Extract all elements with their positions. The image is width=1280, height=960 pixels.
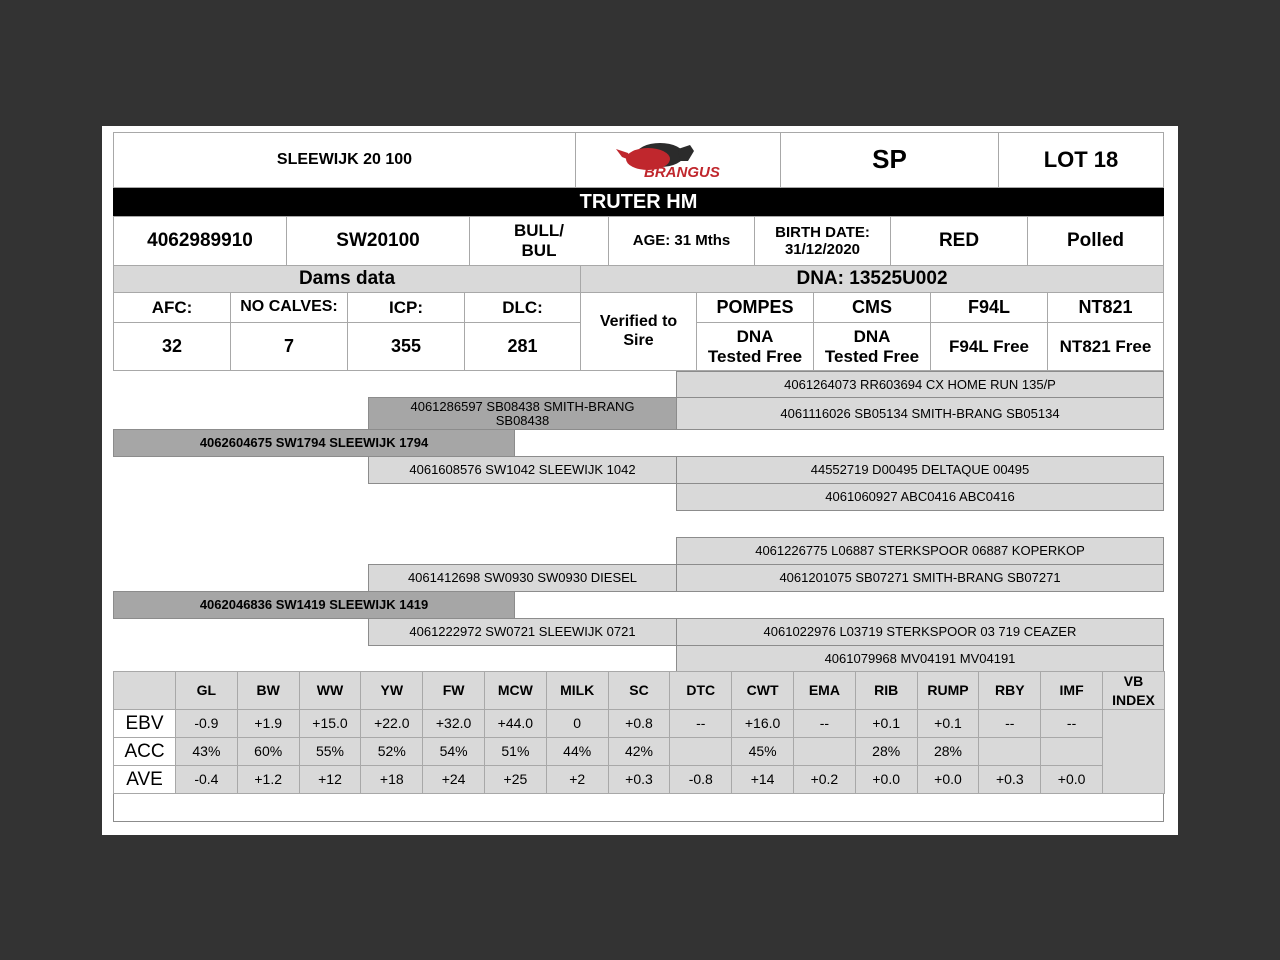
vb-index-value: [1102, 709, 1165, 794]
icp-header: ICP:: [347, 292, 465, 323]
no-calves-header: NO CALVES:: [230, 292, 348, 323]
vb-index-header: VB INDEX: [1102, 671, 1165, 710]
pedigree-dam-dam-dam: 4061079968 MV04191 MV04191: [676, 645, 1164, 672]
horn-status: Polled: [1027, 216, 1164, 266]
ebv-trait-header: WW: [299, 671, 362, 710]
registration-number: 4062989910: [113, 216, 287, 266]
pedigree-sire-dam: 4061608576 SW1042 SLEEWIJK 1042: [368, 456, 677, 484]
ebv-value-cell: --: [669, 709, 732, 738]
pedigree-dam-sire-sire: 4061226775 L06887 STERKSPOOR 06887 KOPERKOP: [676, 537, 1164, 565]
ebv-value-cell: [669, 737, 732, 766]
ebv-value-cell: +32.0: [422, 709, 485, 738]
ebv-value-cell: +44.0: [484, 709, 547, 738]
dlc-header: DLC:: [464, 292, 581, 323]
breeder-name: TRUTER HM: [113, 188, 1164, 216]
logo-text: BRANGUS: [644, 164, 720, 181]
ebv-row-label: AVE: [113, 765, 176, 794]
ebv-value-cell: 28%: [855, 737, 918, 766]
ebv-value-cell: 54%: [422, 737, 485, 766]
ebv-trait-header: RBY: [978, 671, 1041, 710]
ebv-value-cell: --: [978, 709, 1041, 738]
no-calves-value: 7: [230, 322, 348, 371]
ebv-table: [113, 671, 1164, 822]
ebv-value-cell: +1.9: [237, 709, 300, 738]
ebv-value-cell: +0.1: [855, 709, 918, 738]
ebv-value-cell: 28%: [917, 737, 980, 766]
ebv-value-cell: 55%: [299, 737, 362, 766]
animal-name: SLEEWIJK 20 100: [113, 132, 576, 188]
dams-data-title: Dams data: [113, 265, 581, 293]
ebv-value-cell: +0.3: [978, 765, 1041, 794]
animal-lot-card: [102, 126, 1178, 835]
pedigree-dam-dam-sire: 4061022976 L03719 STERKSPOOR 03 719 CEAZER: [676, 618, 1164, 646]
ebv-value-cell: 52%: [360, 737, 423, 766]
icp-value: 355: [347, 322, 465, 371]
ebv-row-label: ACC: [113, 737, 176, 766]
ebv-value-cell: 42%: [608, 737, 671, 766]
ebv-trait-header: MCW: [484, 671, 547, 710]
ebv-value-cell: [978, 737, 1041, 766]
ebv-value-cell: +25: [484, 765, 547, 794]
ebv-trait-header: RUMP: [917, 671, 980, 710]
ebv-value-cell: 0: [546, 709, 609, 738]
brangus-logo: [575, 132, 781, 188]
ebv-value-cell: +0.3: [608, 765, 671, 794]
dna-test-result: DNA Tested Free: [696, 322, 814, 371]
ebv-value-cell: +0.0: [1040, 765, 1103, 794]
ebv-value-cell: --: [793, 709, 856, 738]
ebv-trait-header: YW: [360, 671, 423, 710]
verified-to-sire: Verified to Sire: [580, 292, 697, 371]
ebv-value-cell: 51%: [484, 737, 547, 766]
pedigree-dam-sire-dam: 4061201075 SB07271 SMITH-BRANG SB07271: [676, 564, 1164, 592]
ebv-value-cell: -0.4: [175, 765, 238, 794]
ebv-value-cell: +0.0: [855, 765, 918, 794]
afc-header: AFC:: [113, 292, 231, 323]
dlc-value: 281: [464, 322, 581, 371]
pedigree-sire-sire-dam: 4061116026 SB05134 SMITH-BRANG SB05134: [676, 397, 1164, 430]
pedigree-sire-dam-sire: 44552719 D00495 DELTAQUE 00495: [676, 456, 1164, 484]
ebv-value-cell: +0.1: [917, 709, 980, 738]
dna-test-result: DNA Tested Free: [813, 322, 931, 371]
pedigree-sire: 4062604675 SW1794 SLEEWIJK 1794: [113, 429, 515, 457]
dna-test-name: F94L: [930, 292, 1048, 323]
ebv-value-cell: +14: [731, 765, 794, 794]
pedigree-sire-sire-sire: 4061264073 RR603694 CX HOME RUN 135/P: [676, 371, 1164, 398]
ebv-value-cell: +0.0: [917, 765, 980, 794]
ebv-value-cell: +12: [299, 765, 362, 794]
ebv-value-cell: +2: [546, 765, 609, 794]
pedigree-dam-sire: 4061412698 SW0930 SW0930 DIESEL: [368, 564, 677, 592]
ebv-corner-cell: [113, 671, 176, 710]
pedigree-dam: 4062046836 SW1419 SLEEWIJK 1419: [113, 591, 515, 619]
ebv-value-cell: 43%: [175, 737, 238, 766]
ebv-trait-header: CWT: [731, 671, 794, 710]
ebv-value-cell: [793, 737, 856, 766]
ebv-trait-header: FW: [422, 671, 485, 710]
ebv-value-cell: -0.9: [175, 709, 238, 738]
tattoo-number: SW20100: [286, 216, 470, 266]
age-label: AGE: 31 Mths: [608, 216, 755, 266]
sex-label: BULL/ BUL: [469, 216, 609, 266]
dna-test-result: F94L Free: [930, 322, 1048, 371]
grade-label: SP: [780, 132, 999, 188]
ebv-value-cell: --: [1040, 709, 1103, 738]
ebv-trait-header: BW: [237, 671, 300, 710]
ebv-value-cell: +0.2: [793, 765, 856, 794]
ebv-trait-header: EMA: [793, 671, 856, 710]
ebv-trait-header: GL: [175, 671, 238, 710]
birth-date: BIRTH DATE: 31/12/2020: [754, 216, 891, 266]
ebv-value-cell: +1.2: [237, 765, 300, 794]
afc-value: 32: [113, 322, 231, 371]
pedigree-sire-sire: 4061286597 SB08438 SMITH-BRANG SB08438: [368, 397, 677, 430]
ebv-value-cell: +15.0: [299, 709, 362, 738]
ebv-trait-header: DTC: [669, 671, 732, 710]
colour-label: RED: [890, 216, 1028, 266]
dna-test-name: POMPES: [696, 292, 814, 323]
ebv-value-cell: 45%: [731, 737, 794, 766]
ebv-trait-header: IMF: [1040, 671, 1103, 710]
ebv-value-cell: +0.8: [608, 709, 671, 738]
ebv-value-cell: +22.0: [360, 709, 423, 738]
ebv-trait-header: SC: [608, 671, 671, 710]
lot-number: LOT 18: [998, 132, 1164, 188]
ebv-value-cell: +24: [422, 765, 485, 794]
dna-test-name: NT821: [1047, 292, 1164, 323]
ebv-value-cell: -0.8: [669, 765, 732, 794]
dna-test-result: NT821 Free: [1047, 322, 1164, 371]
dna-title: DNA: 13525U002: [580, 265, 1164, 293]
pedigree-dam-dam: 4061222972 SW0721 SLEEWIJK 0721: [368, 618, 677, 646]
ebv-value-cell: [1040, 737, 1103, 766]
dna-test-name: CMS: [813, 292, 931, 323]
ebv-row-label: EBV: [113, 709, 176, 738]
brangus-logo-icon: [608, 137, 748, 183]
ebv-value-cell: +16.0: [731, 709, 794, 738]
ebv-value-cell: 44%: [546, 737, 609, 766]
ebv-trait-header: MILK: [546, 671, 609, 710]
pedigree-sire-dam-dam: 4061060927 ABC0416 ABC0416: [676, 483, 1164, 511]
ebv-trait-header: RIB: [855, 671, 918, 710]
ebv-value-cell: +18: [360, 765, 423, 794]
ebv-value-cell: 60%: [237, 737, 300, 766]
